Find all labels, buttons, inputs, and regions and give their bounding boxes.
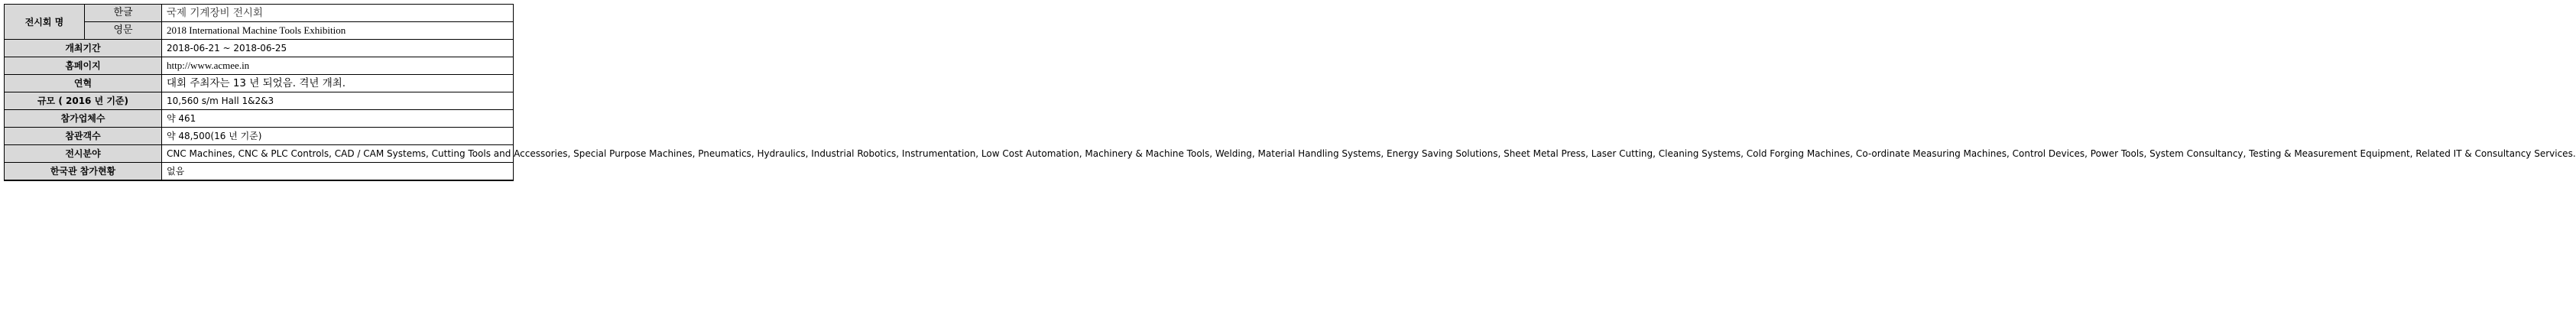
- english-name-value: 2018 International Machine Tools Exhibition: [162, 22, 514, 40]
- exhibition-info-table: [4, 4, 2576, 181]
- row-history: [5, 75, 514, 92]
- korean-name-label: 한글: [85, 5, 162, 22]
- korean-name-value: 국제 기계장비 전시회: [162, 5, 514, 22]
- exhibition-name-label: 전시회 명: [5, 5, 85, 40]
- scale-label: 규모 ( 2016 년 기준): [5, 92, 162, 110]
- row-exhibitors: [5, 110, 514, 128]
- history-label: 연혁: [5, 75, 162, 92]
- english-name-label: 영문: [85, 22, 162, 40]
- period-label: 개최기간: [5, 40, 162, 57]
- homepage-label: 홈페이지: [5, 57, 162, 75]
- exhibitors-label: 참가업체수: [5, 110, 162, 128]
- row-visitors: [5, 128, 514, 145]
- history-value: 대회 주최자는 13 년 되었음. 격년 개최.: [162, 75, 514, 92]
- korea-pavilion-label: 한국관 참가현황: [5, 163, 162, 181]
- row-fields: [5, 145, 514, 163]
- exhibitors-value: 약 461: [162, 110, 514, 128]
- korea-pavilion-value: 없음: [162, 163, 514, 181]
- visitors-label: 참관객수: [5, 128, 162, 145]
- homepage-value: http://www.acmee.in: [162, 57, 514, 75]
- row-scale: [5, 92, 514, 110]
- period-value: 2018-06-21 ~ 2018-06-25: [162, 40, 514, 57]
- scale-value: 10,560 s/m Hall 1&2&3: [162, 92, 514, 110]
- visitors-value: 약 48,500(16 년 기준): [162, 128, 514, 145]
- row-korea-pavilion: [5, 163, 514, 181]
- fields-value: CNC Machines, CNC & PLC Controls, CAD / CAM Systems, Cutting Tools and Accessories, Special Purpose Machines, Pneumatics, Hydraulics, Industrial Robotics, Instrumentation, Low Cost Automation, Machinery & Machine Tools, Welding, Material Handling Systems, Energy Saving Solutions, Sheet Metal Press, Laser Cutting, Cleaning Systems, Cold Forging Machines, Co-ordinate Measuring Machines, Control Devices, Power Tools, System Consultancy, Testing & Measurement Equipment, Related IT & Consultancy Services.: [162, 145, 514, 163]
- row-period: [5, 40, 514, 57]
- row-homepage: [5, 57, 514, 75]
- fields-label: 전시분야: [5, 145, 162, 163]
- row-exhibition-name-korean: [5, 5, 514, 22]
